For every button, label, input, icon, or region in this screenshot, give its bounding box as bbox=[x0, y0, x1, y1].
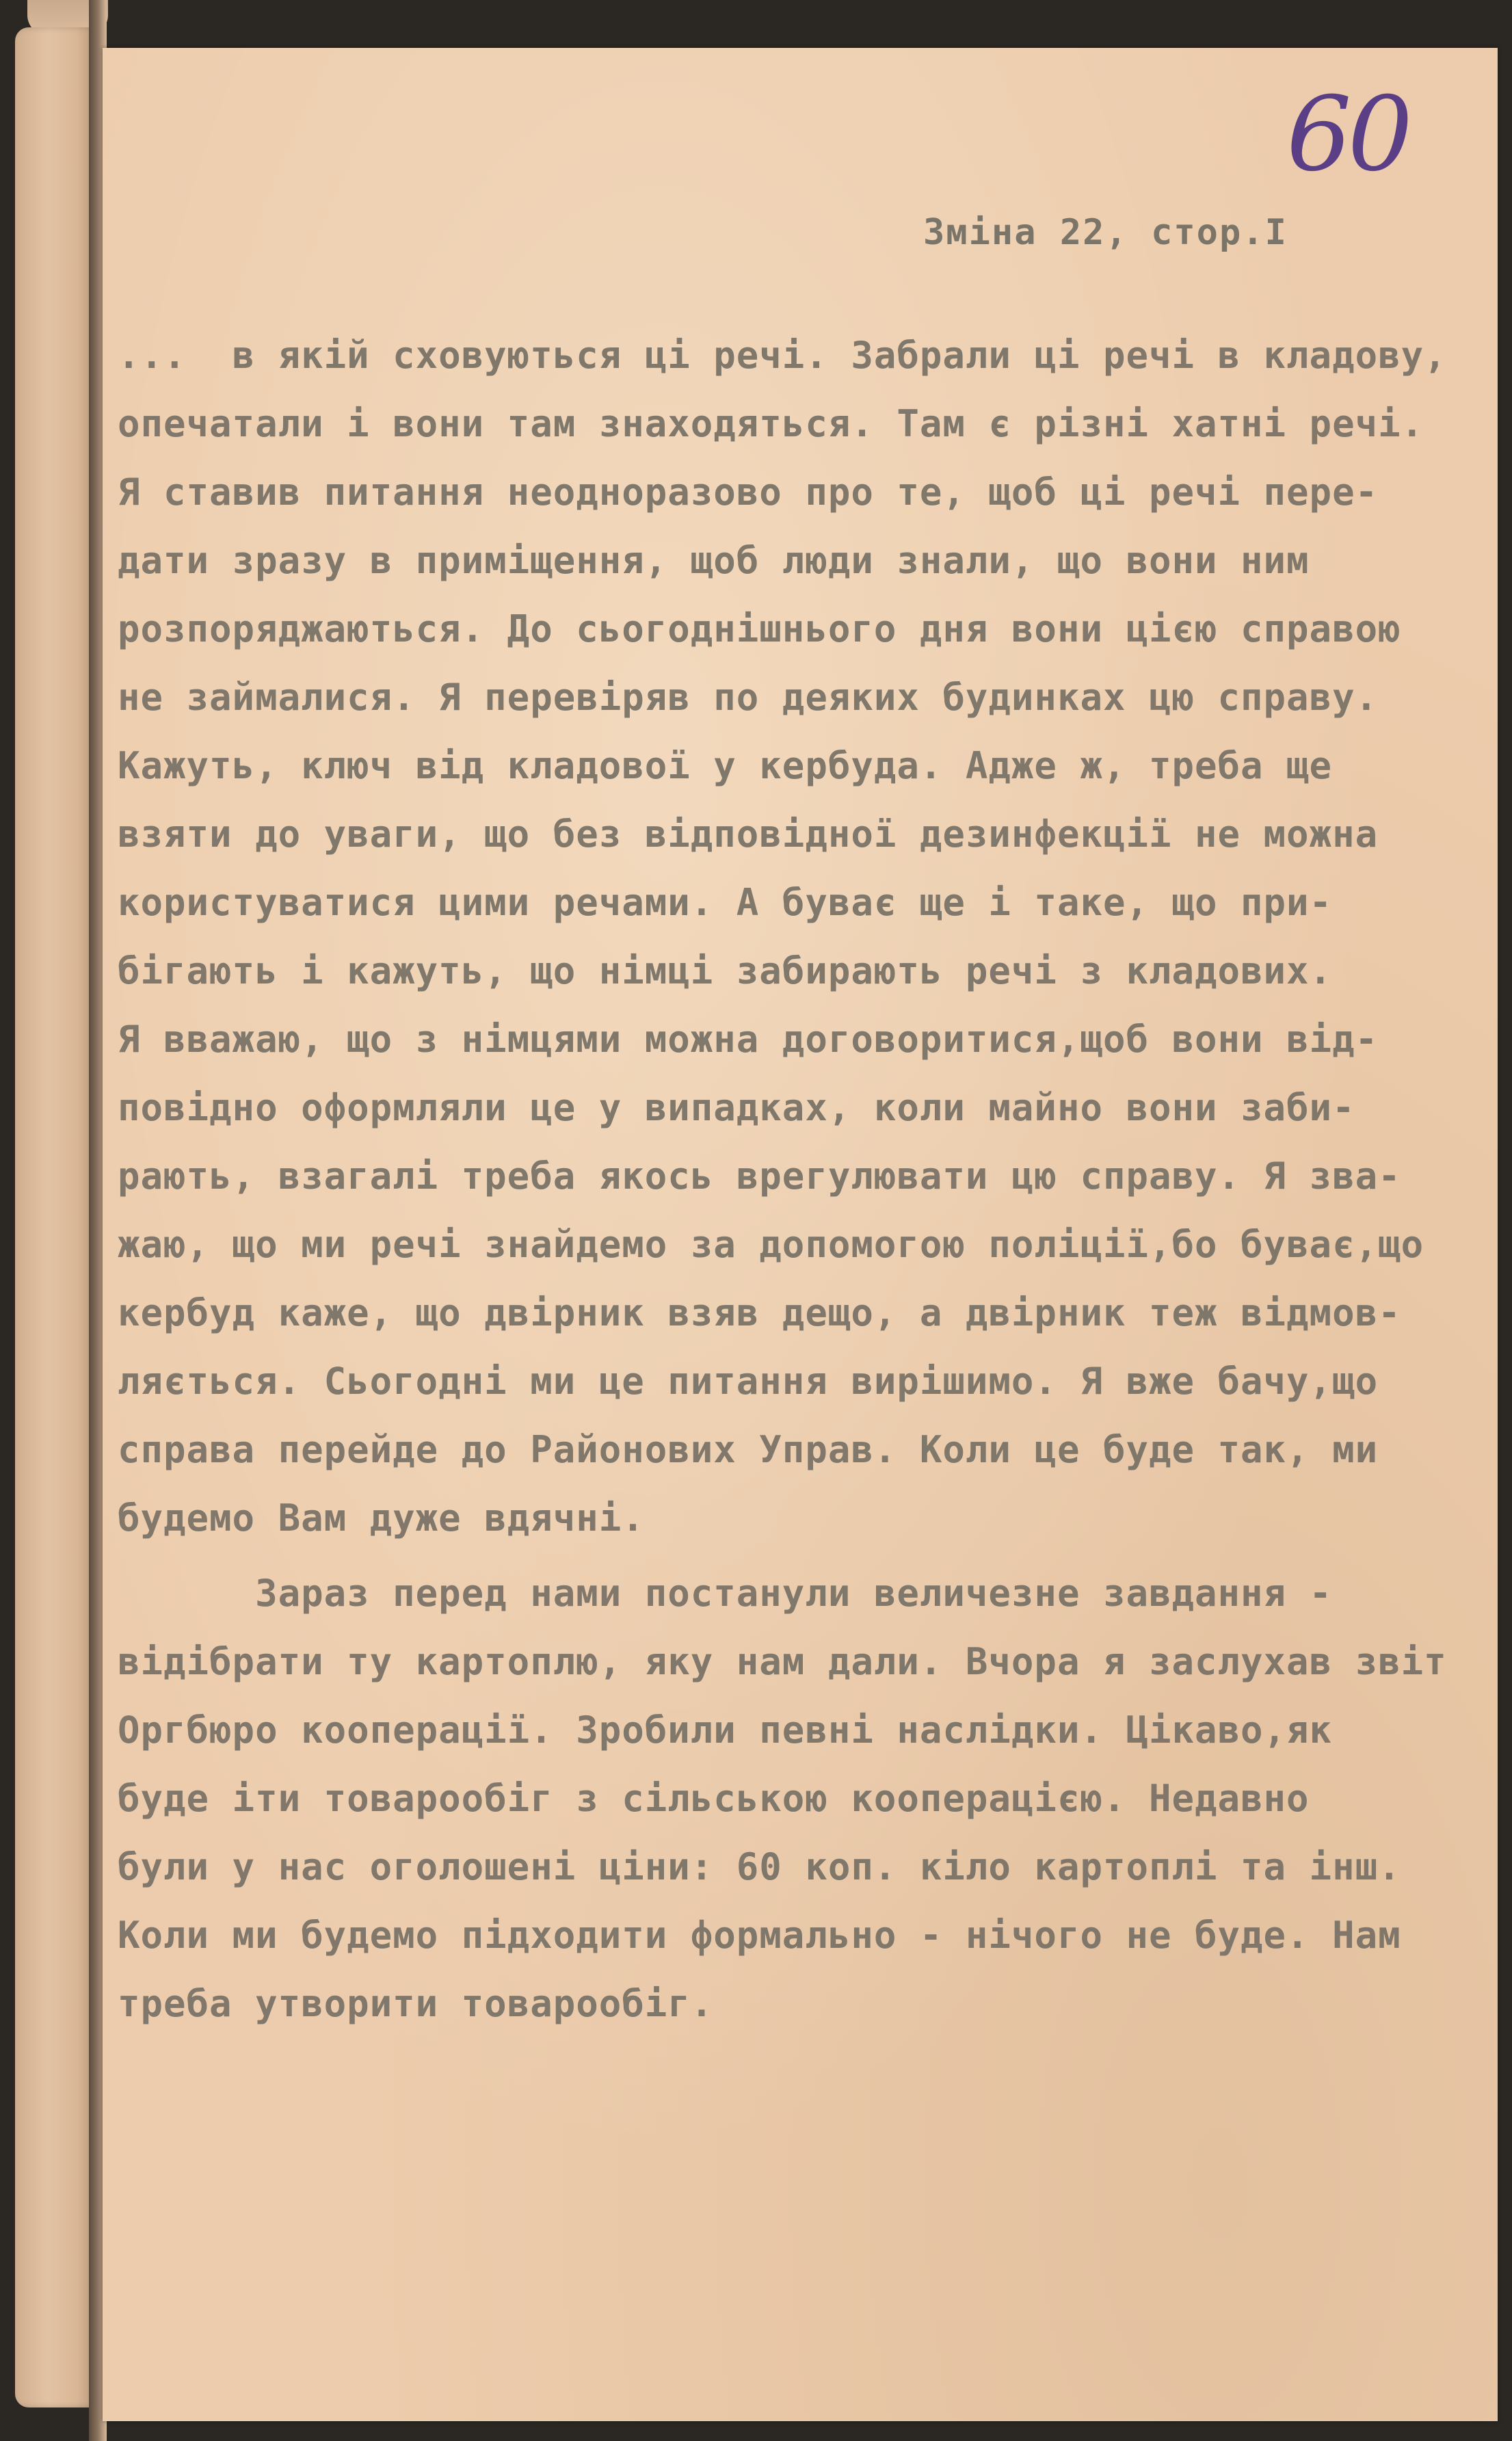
text-line: будемо Вам дуже вдячні. bbox=[118, 1496, 645, 1540]
text-line: справа перейде до Районових Управ. Коли це буде так, ми bbox=[118, 1428, 1379, 1471]
text-line: ляється. Сьогодні ми це питання вирішимо. Я вже бачу,що bbox=[118, 1360, 1379, 1403]
text-line: користуватися цими речами. А буває ще і таке, що при- bbox=[118, 881, 1333, 924]
folio-number: 60 bbox=[1286, 75, 1409, 194]
text-line: ... в якій сховуються ці речі. Забрали ці речі в кладову, bbox=[118, 334, 1447, 377]
text-line: дати зразу в приміщення, щоб люди знали, що вони ним bbox=[118, 539, 1310, 582]
text-line: жаю, що ми речі знайдемо за допомогою поліції,бо буває,що bbox=[118, 1223, 1424, 1266]
text-line: Коли ми будемо підходити формально - нічого не буде. Нам bbox=[118, 1914, 1401, 1957]
text-line: опечатали і вони там знаходяться. Там є різні хатні речі. bbox=[118, 402, 1424, 445]
paragraph-2 bbox=[118, 1559, 1472, 2038]
paragraph-1 bbox=[118, 321, 1472, 1553]
document-body bbox=[118, 321, 1472, 2038]
typewritten-page bbox=[103, 48, 1498, 2421]
text-line: були у нас оголошені ціни: 60 коп. кіло картоплі та інш. bbox=[118, 1845, 1401, 1888]
shift-page-reference: Зміна 22, стор.І bbox=[923, 212, 1288, 253]
text-line: треба утворити товарообіг. bbox=[118, 1982, 714, 2025]
text-line: Я вважаю, що з німцями можна договоритися,щоб вони від- bbox=[118, 1018, 1379, 1061]
previous-page-edge bbox=[15, 27, 97, 2407]
text-line: рають, взагалі треба якось врегулювати цю справу. Я зва- bbox=[118, 1154, 1401, 1198]
text-line: кербуд каже, що двірник взяв дещо, а двірник теж відмов- bbox=[118, 1291, 1401, 1334]
text-line: взяти до уваги, що без відповідної дезинфекції не можна bbox=[118, 813, 1379, 856]
text-line: бігають і кажуть, що німці забирають речі з кладових. bbox=[118, 949, 1333, 992]
text-line: не займалися. Я перевіряв по деяких будинках цю справу. bbox=[118, 676, 1379, 719]
text-line: повідно оформляли це у випадках, коли майно вони заби- bbox=[118, 1086, 1355, 1129]
text-line: Я ставив питання неодноразово про те, щоб ці речі пере- bbox=[118, 471, 1379, 514]
text-line: розпоряджаються. До сьогоднішнього дня вони цією справою bbox=[118, 607, 1401, 650]
text-line: Зараз перед нами постанули величезне завдання - bbox=[118, 1572, 1333, 1615]
paragraph-spacer bbox=[118, 1553, 1472, 1559]
text-line: Кажуть, ключ від кладової у кербуда. Адже ж, треба ще bbox=[118, 744, 1333, 787]
text-line: буде іти товарообіг з сільською кооперацією. Недавно bbox=[118, 1777, 1310, 1820]
text-line: відібрати ту картоплю, яку нам дали. Вчора я заслухав звіт bbox=[118, 1640, 1447, 1683]
text-line: Оргбюро кооперації. Зробили певні наслідки. Цікаво,як bbox=[118, 1708, 1333, 1752]
